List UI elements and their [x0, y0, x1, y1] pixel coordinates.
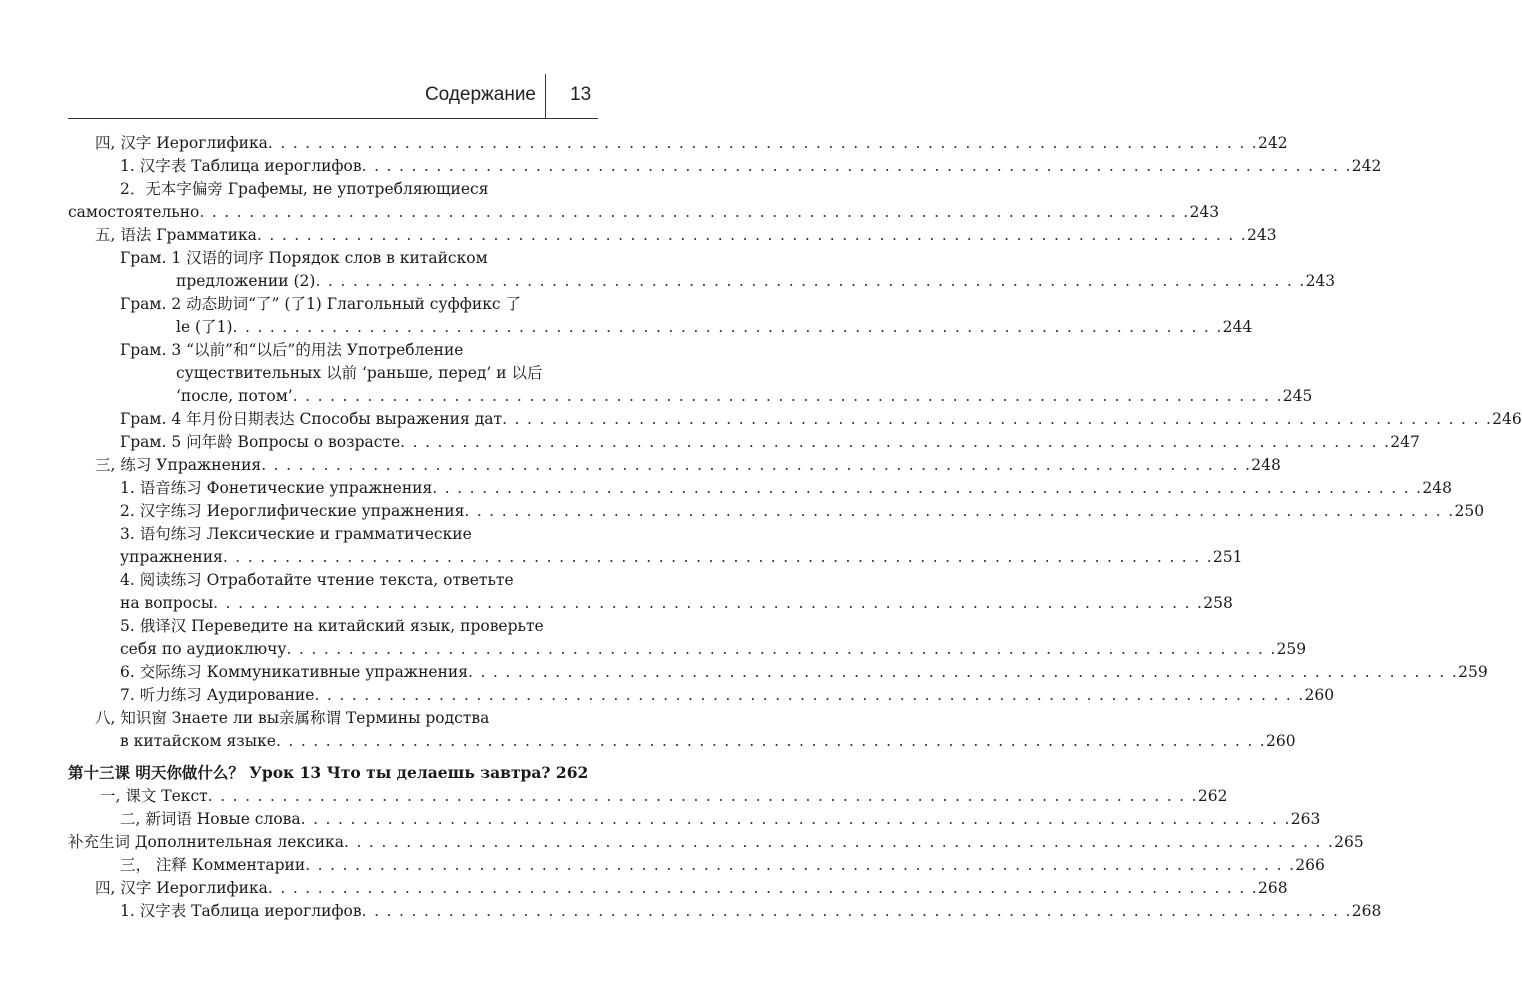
toc-entry-text: 2．无本字偏旁 Графемы, не употребляющиеся — [120, 180, 489, 198]
toc-entry-page: 243 — [1189, 203, 1220, 221]
toc-entry-text: 4. 阅读练习 Отработайте чтение текста, ответьте — [120, 571, 514, 589]
toc-entry-page: 259 — [1458, 663, 1488, 681]
toc-line — [0, 453, 1281, 477]
toc-entry-text: 三， 注释 Комментарии — [120, 856, 306, 874]
toc-entry-page: 246 — [1492, 410, 1522, 428]
dot-leader: . . . . . . . . . . . . . . . . . . . . . . . . . . . . . . . . . . . . . . . . . . . . . . . . . . . . . . . . . . . . . . . . . . . . . . . . . . . . . . . . — [286, 640, 1277, 658]
toc-line — [0, 338, 684, 362]
toc-entry-text: 3. 语句练习 Лексические и грамматические — [120, 525, 472, 543]
toc-entry-text: 1. 语音练习 Фонетические упражнения — [120, 479, 433, 497]
toc-entry-text: Грам. 3 “以前”和“以后”的用法 Употребление — [120, 341, 464, 359]
toc-entry-text: Грам. 4 年月份日期表达 Способы выражения дат — [120, 410, 503, 428]
toc-entry-page: 263 — [1290, 810, 1321, 828]
toc-entry-page: 268 — [1351, 902, 1382, 920]
page-number: 13 — [570, 84, 592, 105]
dot-leader: . . . . . . . . . . . . . . . . . . . . . . . . . . . . . . . . . . . . . . . . . . . . . . . . . . . . . . . . . . . . . . . . . . . . . . . . . . . . . . . . — [305, 856, 1296, 874]
toc-entry-text: 四, 汉字 Иероглифика — [95, 134, 268, 152]
toc-line — [0, 269, 1336, 293]
dot-leader: . . . . . . . . . . . . . . . . . . . . . . . . . . . . . . . . . . . . . . . . . . . . . . . . . . . . . . . . . . . . . . . . . . . . . . . . . . . . . . . . — [502, 410, 1493, 428]
dot-leader: . . . . . . . . . . . . . . . . . . . . . . . . . . . . . . . . . . . . . . . . . . . . . . . . . . . . . . . . . . . . . . . . . . . . . . . . . . . . . . . . — [213, 594, 1204, 612]
dot-leader: . . . . . . . . . . . . . . . . . . . . . . . . . . . . . . . . . . . . . . . . . . . . . . . . . . . . . . . . . . . . . . . . . . . . . . . . . . . . . . . . — [432, 479, 1423, 497]
toc-entry-text: Грам. 1 汉语的词序 Порядок слов в китайском — [120, 249, 488, 267]
toc-entry-page: 243 — [1305, 272, 1336, 290]
toc-entry-page: 268 — [1258, 879, 1288, 897]
toc-entry-text: в китайском языке — [120, 732, 276, 750]
toc-entry-page: 245 — [1282, 387, 1313, 405]
dot-leader: . . . . . . . . . . . . . . . . . . . . . . . . . . . . . . . . . . . . . . . . . . . . . . . . . . . . . . . . . . . . . . . . . . . . . . . . . . . . . . . . — [275, 732, 1267, 750]
toc-line — [0, 246, 684, 270]
toc-line — [0, 899, 1382, 923]
dot-leader: . . . . . . . . . . . . . . . . . . . . . . . . . . . . . . . . . . . . . . . . . . . . . . . . . . . . . . . . . . . . . . . . . . . . . . . . . . . . . . . . — [292, 387, 1283, 405]
dot-leader: . . . . . . . . . . . . . . . . . . . . . . . . . . . . . . . . . . . . . . . . . . . . . . . . . . . . . . . . . . . . . . . . . . . . . . . . . . . . . . . . — [300, 810, 1291, 828]
toc-entry-text: 2. 汉字练习 Иероглифические упражнения — [120, 502, 465, 520]
toc-entry-page: 248 — [1422, 479, 1452, 497]
toc-line — [0, 853, 1325, 877]
dot-leader: . . . . . . . . . . . . . . . . . . . . . . . . . . . . . . . . . . . . . . . . . . . . . . . . . . . . . . . . . . . . . . . . . . . . . . . . . . . . . . . . — [464, 502, 1455, 520]
toc-line — [0, 637, 1307, 661]
toc-line — [0, 876, 1288, 900]
toc-line — [0, 407, 1522, 431]
header-vertical-rule — [545, 74, 546, 118]
toc-line — [0, 591, 1233, 615]
toc-entry-text: le (了1) — [176, 318, 233, 336]
toc-entry-text: 三, 练习 Упражнения — [95, 456, 262, 474]
toc-line — [0, 131, 1288, 155]
toc-line — [0, 315, 1253, 339]
toc-line — [0, 683, 1335, 707]
toc-entry-text: предложении (2) — [176, 272, 316, 290]
toc-entry-text: 八, 知识窗 Знаете ли вы亲属称谓 Термины родства — [95, 709, 490, 727]
toc-line — [0, 154, 1382, 178]
toc-line — [0, 568, 684, 592]
toc-entry-page: 259 — [1276, 640, 1307, 658]
toc-entry-text: 6. 交际练习 Коммуникативные упражнения — [120, 663, 469, 681]
toc-line — [0, 200, 1220, 224]
dot-leader: . . . . . . . . . . . . . . . . . . . . . . . . . . . . . . . . . . . . . . . . . . . . . . . . . . . . . . . . . . . . . . . . . . . . . . . . . . . . . . . . — [256, 226, 1247, 244]
toc-line — [0, 499, 1485, 523]
toc-entry-text: Грам. 5 问年龄 Вопросы о возрасте — [120, 433, 401, 451]
dot-leader: . . . . . . . . . . . . . . . . . . . . . . . . . . . . . . . . . . . . . . . . . . . . . . . . . . . . . . . . . . . . . . . . . . . . . . . . . . . . . . . . — [468, 663, 1459, 681]
toc-entry-page: 247 — [1390, 433, 1420, 451]
toc-entry-page: 265 — [1334, 833, 1364, 851]
toc-line — [0, 807, 1321, 831]
toc-entry-page: 260 — [1304, 686, 1335, 704]
toc-entry-text: 五, 语法 Грамматика — [95, 226, 257, 244]
toc-line — [0, 784, 1228, 808]
dot-leader: . . . . . . . . . . . . . . . . . . . . . . . . . . . . . . . . . . . . . . . . . . . . . . . . . . . . . . . . . . . . . . . . . . . . . . . . . . . . . . . . — [267, 134, 1259, 152]
toc-entry-page: 243 — [1247, 226, 1277, 244]
toc-entry-page: 251 — [1212, 548, 1243, 566]
toc-entry-page: 258 — [1203, 594, 1233, 612]
toc-line — [0, 361, 684, 385]
toc-entry-text: 7. 听力练习 Аудирование — [120, 686, 315, 704]
dot-leader: . . . . . . . . . . . . . . . . . . . . . . . . . . . . . . . . . . . . . . . . . . . . . . . . . . . . . . . . . . . . . . . . . . . . . . . . . . . . . . . . — [222, 548, 1213, 566]
toc-entry-page: 242 — [1351, 157, 1382, 175]
toc-line — [0, 729, 1296, 753]
dot-leader: . . . . . . . . . . . . . . . . . . . . . . . . . . . . . . . . . . . . . . . . . . . . . . . . . . . . . . . . . . . . . . . . . . . . . . . . . . . . . . . . — [315, 272, 1306, 290]
toc-entry-text: 一, 课文 Текст — [100, 787, 208, 805]
toc-entry-page: 262 — [1197, 787, 1228, 805]
dot-leader: . . . . . . . . . . . . . . . . . . . . . . . . . . . . . . . . . . . . . . . . . . . . . . . . . . . . . . . . . . . . . . . . . . . . . . . . . . . . . . . . — [199, 203, 1190, 221]
dot-leader: . . . . . . . . . . . . . . . . . . . . . . . . . . . . . . . . . . . . . . . . . . . . . . . . . . . . . . . . . . . . . . . . . . . . . . . . . . . . . . . . — [400, 433, 1391, 451]
toc-line — [0, 223, 1277, 247]
toc-entry-text: себя по аудиоключу — [120, 640, 287, 658]
header-rule — [68, 118, 598, 119]
dot-leader: . . . . . . . . . . . . . . . . . . . . . . . . . . . . . . . . . . . . . . . . . . . . . . . . . . . . . . . . . . . . . . . . . . . . . . . . . . . . . . . . — [232, 318, 1223, 336]
toc-entry-page: 248 — [1251, 456, 1281, 474]
toc-entry-text: 二, 新词语 Новые слова — [120, 810, 301, 828]
toc-entry-text: Грам. 2 动态助词“了” (了1) Глагольный суффикс 了 — [120, 295, 521, 313]
toc-entry-text: 1. 汉字表 Таблица иероглифов — [120, 902, 362, 920]
toc-entry-page: 242 — [1258, 134, 1288, 152]
dot-leader: . . . . . . . . . . . . . . . . . . . . . . . . . . . . . . . . . . . . . . . . . . . . . . . . . . . . . . . . . . . . . . . . . . . . . . . . . . . . . . . . — [261, 456, 1252, 474]
toc-entry-text: 补充生词 Дополнительная лексика — [68, 833, 344, 851]
dot-leader: . . . . . . . . . . . . . . . . . . . . . . . . . . . . . . . . . . . . . . . . . . . . . . . . . . . . . . . . . . . . . . . . . . . . . . . . . . . . . . . . — [344, 833, 1335, 851]
toc-entry-text: на вопросы — [120, 594, 214, 612]
toc-entry-text: существительных 以前 ‘раньше, перед’ и 以后 — [176, 364, 543, 382]
toc-entry-text: ‘после, потом’ — [176, 387, 293, 405]
toc-line — [0, 706, 684, 730]
toc-entry-text: самостоятельно — [68, 203, 200, 221]
toc-entry-page: 266 — [1295, 856, 1325, 874]
toc-line — [0, 761, 684, 785]
toc-line — [0, 830, 1364, 854]
toc-line — [0, 177, 684, 201]
toc-entry-text: упражнения — [120, 548, 223, 566]
dot-leader: . . . . . . . . . . . . . . . . . . . . . . . . . . . . . . . . . . . . . . . . . . . . . . . . . . . . . . . . . . . . . . . . . . . . . . . . . . . . . . . . — [361, 902, 1352, 920]
toc-line — [0, 476, 1452, 500]
toc-line — [0, 614, 684, 638]
dot-leader: . . . . . . . . . . . . . . . . . . . . . . . . . . . . . . . . . . . . . . . . . . . . . . . . . . . . . . . . . . . . . . . . . . . . . . . . . . . . . . . . — [207, 787, 1198, 805]
page-header — [0, 80, 684, 120]
toc-entry-text: 1. 汉字表 Таблица иероглифов — [120, 157, 362, 175]
toc-line — [0, 522, 684, 546]
toc-entry-text: 四, 汉字 Иероглифика — [95, 879, 268, 897]
toc-line — [0, 384, 1313, 408]
dot-leader: . . . . . . . . . . . . . . . . . . . . . . . . . . . . . . . . . . . . . . . . . . . . . . . . . . . . . . . . . . . . . . . . . . . . . . . . . . . . . . . . — [361, 157, 1352, 175]
toc-entry-page: 260 — [1266, 732, 1296, 750]
toc-entry-page: 244 — [1222, 318, 1253, 336]
toc-entry-text: 5. 俄译汉 Переведите на китайский язык, проверьте — [120, 617, 544, 635]
toc-line — [0, 545, 1243, 569]
toc-entry-page: 250 — [1454, 502, 1485, 520]
dot-leader: . . . . . . . . . . . . . . . . . . . . . . . . . . . . . . . . . . . . . . . . . . . . . . . . . . . . . . . . . . . . . . . . . . . . . . . . . . . . . . . . — [314, 686, 1305, 704]
running-head-section: Содержание — [424, 84, 536, 105]
toc-entry-text: 第十三课 明天你做什么？ Урок 13 Что ты делаешь завтра? 262 — [68, 763, 589, 782]
toc-line — [0, 292, 684, 316]
toc-line — [0, 430, 1420, 454]
dot-leader: . . . . . . . . . . . . . . . . . . . . . . . . . . . . . . . . . . . . . . . . . . . . . . . . . . . . . . . . . . . . . . . . . . . . . . . . . . . . . . . . — [267, 879, 1259, 897]
toc-line — [0, 660, 1488, 684]
